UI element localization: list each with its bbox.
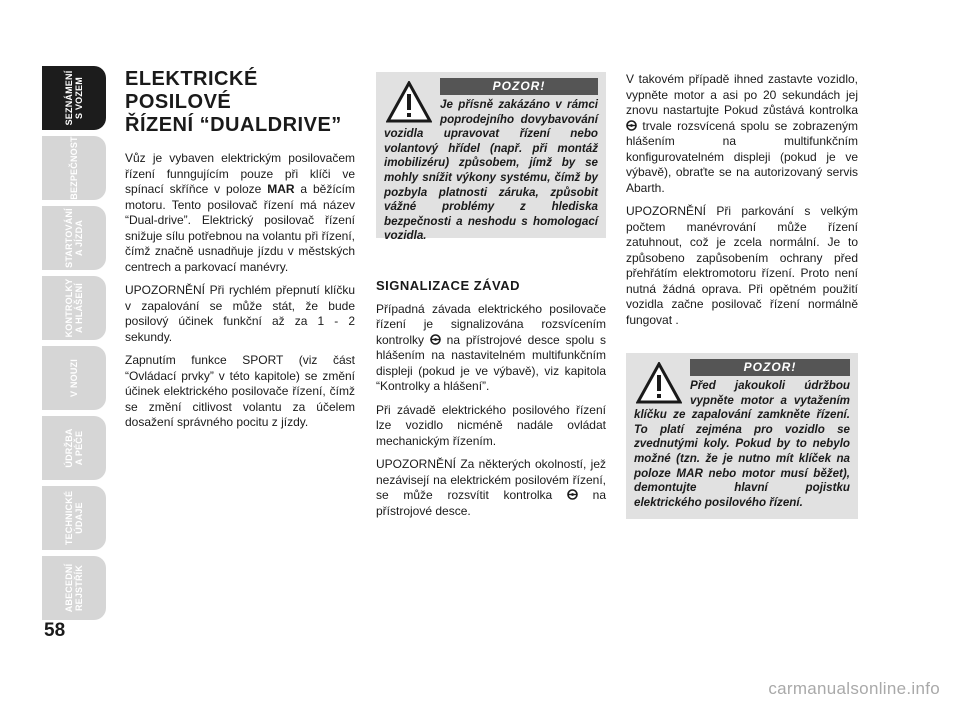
- warning-triangle-icon: [634, 361, 684, 405]
- text-span: V takovém případě ihned zastavte vozidlo, vypněte motor a asi po 20 sekundách jej znovu nastartujte Pokud zůstává kontrolka: [626, 72, 858, 117]
- tab-label: ÚDRŽBA A PÉČE: [64, 428, 84, 468]
- tab-label: KONTROLKY A HLÁŠENÍ: [64, 278, 84, 338]
- tab-startovani-a-jizda[interactable]: [42, 206, 106, 270]
- tab-bezpecnost[interactable]: [42, 136, 106, 200]
- tab-label: STARTOVÁNÍ A JÍZDA: [64, 208, 84, 268]
- tab-technicke-udaje[interactable]: [42, 486, 106, 550]
- tab-abecedni-rejstrik[interactable]: [42, 556, 106, 620]
- tab-label: BEZPEČNOST: [69, 136, 79, 200]
- paragraph: [376, 457, 606, 519]
- warning-text: Je přísně zakázáno v rámci poprodejního dovybavování vozidla upravovat řízení nebo volantový hřídel (např. při montáž imobilizéru) způsobem, jímž by se mohly snížit výkony systému, čímž by pozbyla platnosti záruka, způsobit vážné problémy z hlediska bezpečnosti a neshodu s homologací vozidla.: [384, 98, 598, 243]
- warning-triangle-icon: [384, 80, 434, 124]
- steering-warning-icon: [430, 334, 441, 345]
- column-left: [125, 68, 355, 439]
- tab-label: TECHNICKÉ ÚDAJE: [64, 490, 84, 546]
- tab-label: SEZNÁMENÍ S VOZEM: [64, 70, 84, 126]
- tab-label: V NOUZI: [69, 359, 79, 397]
- subsection-title: SIGNALIZACE ZÁVAD: [376, 278, 521, 293]
- warning-box: [626, 353, 858, 519]
- paragraph: Při závadě elektrického posilového řízení lze vozidlo nicméně nadále ovládat mechanickým řízením.: [376, 402, 606, 448]
- paragraph: UPOZORNĚNÍ Při parkování s velkým počtem manévrování může řízení zatuhnout, což je zcela normální. Je to způsobeno zapůsobením ochrany před přehřátím elektromotoru řízení. Proto není nutná žádná oprava. Při opětném použití vozidla začne posilovač řízení normálně fungovat .: [626, 204, 858, 327]
- steering-warning-icon: [567, 489, 578, 500]
- tab-kontrolky-a-hlaseni[interactable]: [42, 276, 106, 340]
- column-middle: [376, 278, 606, 527]
- chapter-sidebar: [42, 66, 106, 626]
- text-span: Případná závada elektrického posilovače řízení je signalizována rozsvícením kontrolky: [376, 301, 606, 347]
- watermark: carmanualsonline.info: [768, 679, 940, 698]
- warning-heading: POZOR!: [440, 78, 598, 95]
- page-number: 58: [44, 620, 66, 641]
- text-span: trvale rozsvícená spolu se zobrazeným hlášením na multifunkčním konfigurovatelném displeji (pokud je ve výbavě), obraťte se na autorizovaný servis Abarth.: [626, 118, 858, 195]
- warning-heading: POZOR!: [690, 359, 850, 376]
- section-title: ELEKTRICKÉ POSILOVÉ ŘÍZENÍ “DUALDRIVE”: [125, 68, 342, 136]
- warning-box: [376, 72, 606, 243]
- key-position-mar: MAR: [267, 182, 295, 196]
- tab-v-nouzi[interactable]: [42, 346, 106, 410]
- paragraph: Zapnutím funkce SPORT (viz část “Ovládací prvky” v této kapitole) se změní účinek elektrického posilovače řízení, čímž se změní citlivost volantu za účelem dosažení správného pocitu z jízdy.: [125, 353, 355, 429]
- column-right: [626, 72, 858, 336]
- tab-seznameni-s-vozem[interactable]: [42, 66, 106, 130]
- warning-text: Před jakoukoli údržbou vypněte motor a vytažením klíčku ze zapalování zamkněte řízení. To platí zejména pro vozidlo se zvednutými koly. Pokud by to nebylo možné (tzn. že je nutno mít klíček na poloze MAR nebo motor musí běžet), demontujte hlavní pojistku elektrického posilového řízení.: [634, 379, 850, 509]
- text-span: na přístrojové desce spolu s hlášením na nastavitelném multifunkčním displeji (pokud je ve výbavě), viz kapitola “Kontrolky a hlášení”.: [376, 332, 607, 393]
- text-span: na přístrojové desce.: [376, 488, 606, 518]
- steering-warning-icon: [626, 120, 637, 131]
- text-span: a běžícím motoru. Tento posilovač řízení má název “Dual-drive”. Elektrický posilovač řízení snižuje sílu potřebnou na volantu při řízení, čímž značně usnadňuje jízdu v městských centrech a parkovací manévry.: [125, 182, 355, 274]
- tab-udrzba-a-pece[interactable]: [42, 416, 106, 480]
- paragraph: [376, 302, 606, 395]
- paragraph: UPOZORNĚNÍ Při rychlém přepnutí klíčku v zapalování se může stát, že bude posilový účinek funkční až za 1 - 2 sekundy.: [125, 283, 355, 344]
- text-span: Vůz je vybaven elektrickým posilovačem řízení funngujícím pouze při klíči ve spínací skříňce v poloze: [125, 151, 355, 196]
- paragraph: [125, 151, 355, 275]
- paragraph: [626, 72, 858, 196]
- text-span: UPOZORNĚNÍ Za některých okolností, jež nezávisejí na elektrickém posilovém řízení, se může rozsvítit kontrolka: [376, 457, 606, 502]
- tab-label: ABECEDNÍ REJSTŘÍK: [64, 563, 84, 613]
